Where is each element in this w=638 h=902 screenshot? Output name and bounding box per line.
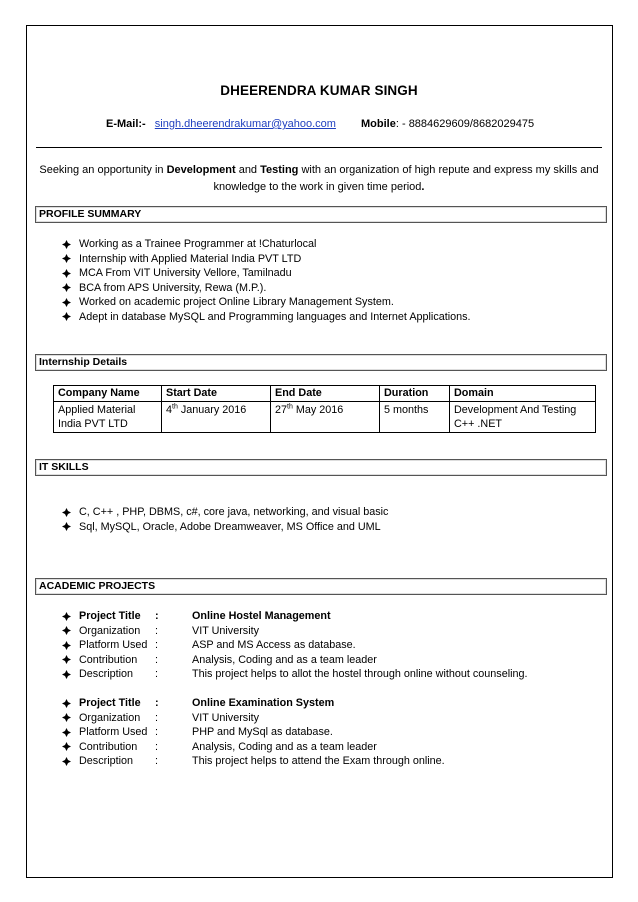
list-item — [62, 505, 388, 520]
list-item-text: Worked on academic project Online Library Management System. — [79, 296, 394, 309]
column-header: Domain — [450, 386, 596, 402]
cell-start-date — [162, 402, 271, 433]
separator: : — [155, 726, 158, 739]
field-label: Organization — [79, 711, 141, 724]
separator: : — [155, 639, 158, 652]
field-label: Project Title — [79, 697, 141, 710]
diamond-bullet-icon — [62, 626, 71, 635]
header-divider — [36, 147, 602, 148]
field-label: Platform Used — [79, 726, 148, 739]
objective-testing: Testing — [260, 164, 299, 176]
objective-text: Seeking an opportunity in — [39, 164, 167, 176]
separator: : — [155, 711, 158, 724]
project-platform: ASP and MS Access as database. — [192, 639, 356, 652]
cell-duration: 5 months — [380, 402, 450, 433]
list-item-text: Sql, MySQL, Oracle, Adobe Dreamweaver, MS Office and UML — [79, 520, 381, 533]
field-label: Project Title — [79, 610, 141, 623]
cell-text: 27 — [275, 404, 288, 416]
project-row — [62, 638, 528, 653]
separator: : — [155, 668, 158, 681]
diamond-bullet-icon — [62, 728, 71, 737]
list-item — [62, 520, 388, 535]
separator: : — [155, 697, 159, 710]
cell-text: 4 — [166, 404, 173, 416]
list-item-text: C, C++ , PHP, DBMS, c#, core java, networking, and visual basic — [79, 506, 389, 519]
diamond-bullet-icon — [62, 283, 71, 292]
separator: : — [155, 755, 158, 768]
cell-text: May 2016 — [292, 404, 344, 416]
section-header-academic-projects: ACADEMIC PROJECTS — [35, 578, 607, 595]
section-header-internship: Internship Details — [35, 354, 607, 371]
column-header: Duration — [380, 386, 450, 402]
objective-statement — [36, 162, 602, 196]
cell-text: India PVT LTD — [58, 418, 128, 430]
project-1 — [62, 609, 528, 682]
project-description: This project helps to allot the hostel through online without counseling. — [192, 668, 528, 681]
table-row — [54, 402, 596, 433]
field-label: Contribution — [79, 740, 138, 753]
list-item — [62, 295, 471, 310]
list-item — [62, 237, 471, 252]
project-row — [62, 653, 528, 668]
field-label: Description — [79, 668, 134, 681]
project-row — [62, 711, 445, 726]
diamond-bullet-icon — [62, 240, 71, 249]
project-organization: VIT University — [192, 711, 259, 724]
objective-text: with an organization of high repute and express my skills and knowledge to the work in given time period — [213, 164, 599, 193]
project-row — [62, 624, 528, 639]
separator: : — [155, 624, 158, 637]
cell-end-date — [271, 402, 380, 433]
diamond-bullet-icon — [62, 713, 71, 722]
diamond-bullet-icon — [62, 742, 71, 751]
email-label: E-Mail:- — [106, 118, 146, 130]
diamond-bullet-icon — [62, 655, 71, 664]
column-header: End Date — [271, 386, 380, 402]
project-contribution: Analysis, Coding and as a team leader — [192, 653, 377, 666]
objective-text: and — [235, 164, 261, 176]
diamond-bullet-icon — [62, 757, 71, 766]
cell-text: Applied Material — [58, 404, 136, 416]
cell-text: January 2016 — [177, 404, 247, 416]
separator: : — [155, 653, 158, 666]
candidate-name: DHEERENDRA KUMAR SINGH — [220, 83, 418, 98]
project-title: Online Hostel Management — [192, 610, 331, 623]
project-organization: VIT University — [192, 624, 259, 637]
contact-line — [106, 118, 534, 130]
list-item — [62, 252, 471, 267]
diamond-bullet-icon — [62, 699, 71, 708]
section-header-profile-summary: PROFILE SUMMARY — [35, 206, 607, 223]
mobile-label: Mobile — [361, 118, 396, 130]
diamond-bullet-icon — [62, 269, 71, 278]
mobile-value: : - 8884629609/8682029475 — [395, 118, 535, 130]
list-item — [62, 281, 471, 296]
separator: : — [155, 610, 159, 623]
list-item — [62, 310, 471, 325]
list-item-text: MCA From VIT University Vellore, Tamilnadu — [79, 267, 292, 280]
diamond-bullet-icon — [62, 612, 71, 621]
ordinal-suffix: th — [287, 403, 293, 411]
profile-summary-list — [62, 237, 471, 324]
project-row — [62, 725, 445, 740]
email-link[interactable]: singh.dheerendrakumar@yahoo.com — [154, 118, 336, 130]
diamond-bullet-icon — [62, 298, 71, 307]
field-label: Platform Used — [79, 639, 148, 652]
cell-domain — [450, 402, 596, 433]
project-title: Online Examination System — [192, 697, 335, 710]
project-row — [62, 609, 528, 624]
cell-text: C++ .NET — [454, 418, 503, 430]
field-label: Organization — [79, 624, 141, 637]
list-item-text: Internship with Applied Material India PVT LTD — [79, 252, 302, 265]
diamond-bullet-icon — [62, 641, 71, 650]
project-contribution: Analysis, Coding and as a team leader — [192, 740, 377, 753]
project-platform: PHP and MySql as database. — [192, 726, 333, 739]
diamond-bullet-icon — [62, 670, 71, 679]
diamond-bullet-icon — [62, 312, 71, 321]
diamond-bullet-icon — [62, 508, 71, 517]
cell-text: Development And Testing — [454, 404, 577, 416]
diamond-bullet-icon — [62, 254, 71, 263]
section-header-it-skills: IT SKILLS — [35, 459, 607, 476]
field-label: Description — [79, 755, 134, 768]
list-item — [62, 266, 471, 281]
project-row — [62, 696, 445, 711]
cell-company — [54, 402, 162, 433]
diamond-bullet-icon — [62, 522, 71, 531]
list-item-text: BCA from APS University, Rewa (M.P.). — [79, 281, 267, 294]
project-description: This project helps to attend the Exam through online. — [192, 755, 445, 768]
list-item-text: Adept in database MySQL and Programming languages and Internet Applications. — [79, 310, 471, 323]
separator: : — [155, 740, 158, 753]
internship-table — [53, 385, 596, 433]
ordinal-suffix: th — [172, 403, 178, 411]
objective-period: . — [421, 181, 425, 193]
column-header: Start Date — [162, 386, 271, 402]
field-label: Contribution — [79, 653, 138, 666]
table-header-row — [54, 386, 596, 402]
project-row — [62, 754, 445, 769]
objective-development: Development — [166, 164, 236, 176]
list-item-text: Working as a Trainee Programmer at !Chaturlocal — [79, 238, 317, 251]
column-header: Company Name — [54, 386, 162, 402]
project-row — [62, 667, 528, 682]
project-2 — [62, 696, 445, 769]
project-row — [62, 740, 445, 755]
it-skills-list — [62, 505, 388, 534]
